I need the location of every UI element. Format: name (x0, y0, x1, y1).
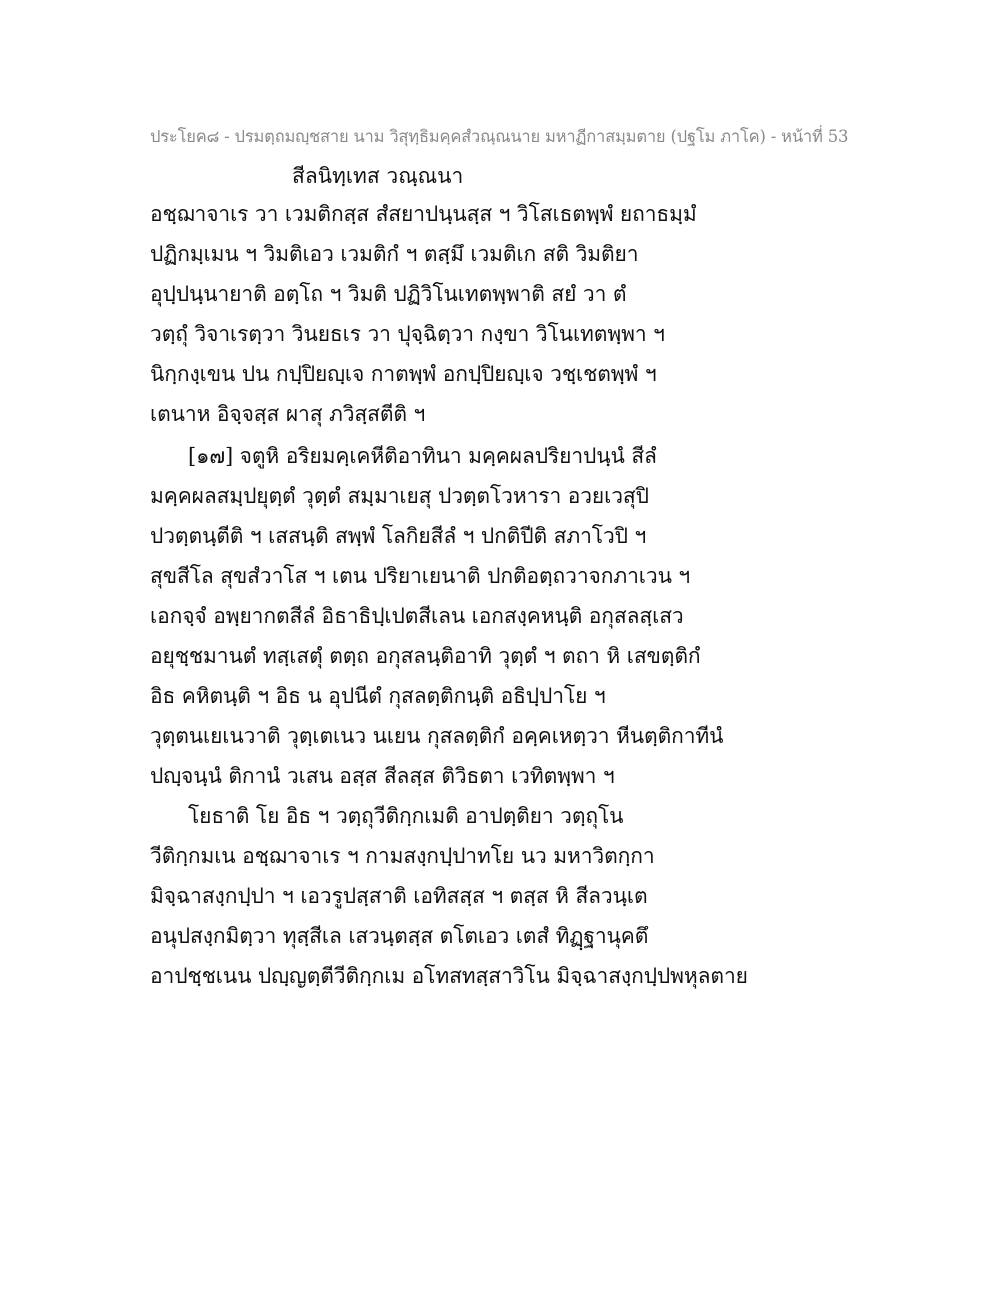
text-line: โยธาติ โย อิธ ฯ วตฺถุวีติกฺกเมติ อาปตฺติยา วตฺถุโน (188, 804, 624, 828)
text-line: มิจฺฉาสงฺกปฺปา ฯ เอวรูปสฺสาติ เอทิสสฺส ฯ ตสฺส หิ สีลวนฺเต (150, 884, 648, 908)
text-line: ปวตฺตนฺตีติ ฯ เสสนฺติ สพฺพํ โลกิยสีลํ ฯ ปกติปีติ สภาโวปิ ฯ (150, 524, 647, 548)
text-line: อาปชฺชเนน ปญฺญตฺตีวีติกฺกเม อโทสทสฺสาวิโน มิจฺฉาสงฺกปฺปพหุลตาย (150, 964, 748, 988)
text-line: มคฺคผลสมฺปยุตฺตํ วุตฺตํ สมฺมาเยสุ ปวตฺตโวหารา อวยเวสุปิ (150, 484, 649, 508)
running-header: ประโยค๘ - ปรมตฺถมญฺชสาย นาม วิสุทฺธิมคฺคสํวณฺณนาย มหาฏีกาสมฺมตาย (ปฐโม ภาโค) - หน้าที่ 53 (150, 127, 849, 146)
text-line: อุปฺปนฺนายาติ อตฺโถ ฯ วิมติ ปฏิวิโนเทตพฺพาติ สยํ วา ตํ (150, 282, 627, 306)
text-line: อยุชฺชมานตํ ทสฺเสตุํ ตตฺถ อกุสลนฺติอาทิ วุตฺตํ ฯ ตถา หิ เสขตฺติกํ (150, 644, 701, 668)
text-line: วุตฺตนเยเนวาติ วุตฺเตเนว นเยน กุสลตฺติกํ อคฺคเหตฺวา หีนตฺติกาทีนํ (150, 724, 724, 748)
text-line: วีติกฺกมเน อชฺฌาจาเร ฯ กามสงฺกปฺปาทโย นว มหาวิตกฺกา (150, 844, 655, 868)
text-line: นิกฺกงฺเขน ปน กปฺปิยญฺเจ กาตพฺพํ อกปฺปิยญฺเจ วชฺเชตพฺพํ ฯ (150, 362, 657, 386)
text-line: [๑๗] จตูหิ อริยมคฺเคหีติอาทินา มคฺคผลปริยาปนฺนํ สีลํ (188, 444, 657, 468)
text-line: อชฺฌาจาเร วา เวมติกสฺส สํสยาปนฺนสฺส ฯ วิโสเธตพฺพํ ยถาธมฺมํ (150, 202, 697, 226)
text-line: ปฏิกมฺเมน ฯ วิมติเอว เวมติกํ ฯ ตสฺมึ เวมติเก สติ วิมติยา (150, 242, 639, 266)
text-line: อิธ คหิตนฺติ ฯ อิธ น อุปนีตํ กุสลตฺติกนฺติ อธิปฺปาโย ฯ (150, 684, 606, 708)
text-line: สุขสีโล สุขสํวาโส ฯ เตน ปริยาเยนาติ ปกติอตฺถวาจกภาเวน ฯ (150, 564, 691, 588)
text-line: เอกจฺจํ อพฺยากตสีลํ อิธาธิปฺเปตสีเลน เอกสงฺคหนฺติ อกุสลสฺเสว (150, 604, 684, 628)
section-title: สีลนิทฺเทส วณฺณนา (292, 164, 464, 188)
text-line: วตฺถุํ วิจาเรตฺวา วินยธเร วา ปุจฺฉิตฺวา กงฺขา วิโนเทตพฺพา ฯ (150, 322, 665, 346)
text-line: เตนาห อิจฺจสฺส ผาสุ ภวิสฺสตีติ ฯ (150, 402, 426, 426)
text-line: ปญฺจนฺนํ ติกานํ วเสน อสฺส สีลสฺส ติวิธตา เวทิตพฺพา ฯ (150, 764, 615, 788)
text-line: อนุปสงฺกมิตฺวา ทุสฺสีเล เสวนฺตสฺส ตโตเอว เตสํ ทิฏฺฐานุคตึ (150, 924, 649, 948)
